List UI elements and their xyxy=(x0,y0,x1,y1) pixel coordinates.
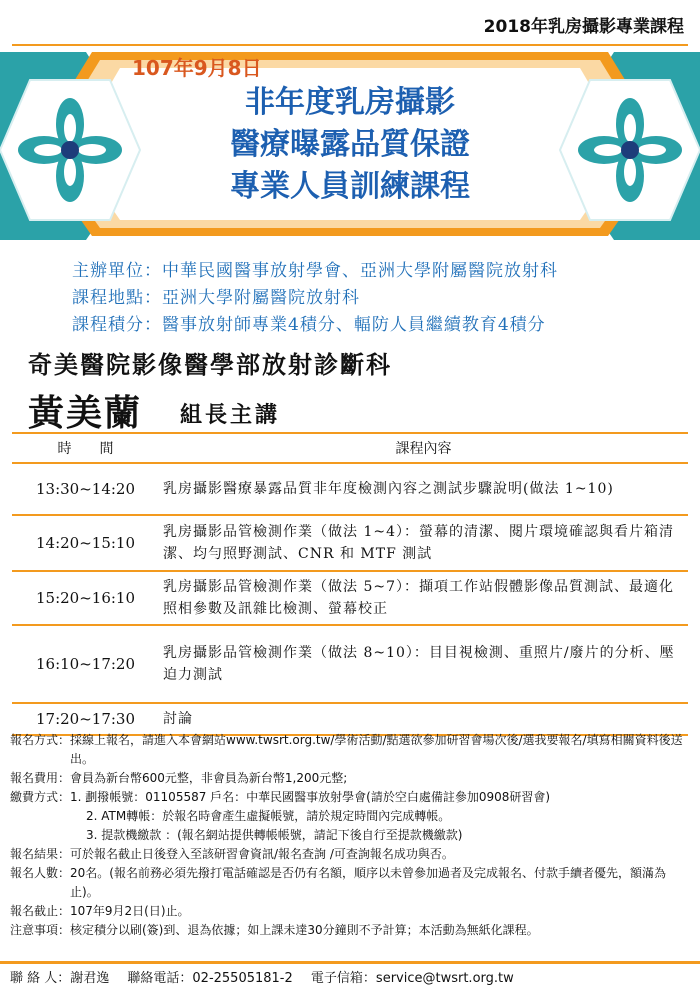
time-header: 時 間 xyxy=(12,433,159,463)
speaker-name: 黃美蘭 xyxy=(28,392,143,434)
session-time: 17:20~17:30 xyxy=(12,703,159,735)
organizer-line: 主辦單位：中華民國醫事放射學會、亞洲大學附屬醫院放射科 xyxy=(72,261,558,281)
registration-notes: 注意事項：核定積分以刷(簽)到、退為依據；如上課未達30分鐘則不予計算；本活動為無紙化課程。 xyxy=(10,923,539,937)
payment-option-2: 2. ATM轉帳：於報名時會產生虛擬帳號，請於規定時間內完成轉帳。 xyxy=(86,809,451,823)
session-content: 討論 xyxy=(159,703,688,735)
table-row xyxy=(12,515,688,571)
payment-method-label: 繳費方式： xyxy=(10,790,71,804)
payment-option-1: 1. 劃撥帳號：01105587 戶名：中華民國醫事放射學會(請於空白處備註參加0908研習會) xyxy=(70,790,551,804)
schedule-table xyxy=(12,432,688,736)
payment-method xyxy=(10,788,694,807)
event-date: 107年9月8日 xyxy=(132,56,262,80)
contact-email: 電子信箱：service@twsrt.org.tw xyxy=(310,971,514,986)
registration-method-text: 採線上報名，請進入本會網站www.twsrt.org.tw/學術活動/點選欲參加研習會場次後/選我要報名/填寫相關資料後送出。 xyxy=(70,733,683,766)
bottom-divider xyxy=(0,961,700,964)
session-content: 乳房攝影品管檢測作業（做法 8~10）：目目視檢測、重照片/廢片的分析、壓迫力測試 xyxy=(159,625,688,703)
registration-quota-text: 20名。(報名前務必須先撥打電話確認是否仍有名額，順序以未曾參加過者及完成報名、付款手續者優先，額滿為止)。 xyxy=(70,866,666,899)
content-header: 課程內容 xyxy=(159,433,688,463)
course-title-line-3: 專業人員訓練課程 xyxy=(230,169,470,204)
program-title: 2018年乳房攝影專業課程 xyxy=(483,17,684,37)
speaker-role: 組長主講 xyxy=(180,402,281,428)
session-content: 乳房攝影品管檢測作業（做法 1~4）：螢幕的清潔、閱片環境確認與看片箱清潔、均勻照野測試、CNR 和 MTF 測試 xyxy=(159,515,688,571)
payment-option-3: 3. 提款機繳款 ：(報名網站提供轉帳帳號，請記下後自行至提款機繳款) xyxy=(86,828,463,842)
session-time: 16:10~17:20 xyxy=(12,625,159,703)
contact-phone: 聯絡電話：02-25505181-2 xyxy=(127,971,293,986)
session-time: 13:30~14:20 xyxy=(12,463,159,515)
session-content: 乳房攝影醫療暴露品質非年度檢測內容之測試步驟說明(做法 1~10) xyxy=(159,463,688,515)
registration-result: 報名結果：可於報名截止日後登入至該研習會資訊/報名查詢 /可查詢報名成功與否。 xyxy=(10,847,454,861)
course-title xyxy=(150,82,550,208)
course-title-line-1: 非年度乳房攝影 xyxy=(245,85,455,120)
contact-person: 聯 絡 人：謝君逸 xyxy=(10,971,110,986)
table-row xyxy=(12,571,688,625)
course-info xyxy=(72,258,558,339)
registration-info xyxy=(10,731,694,940)
session-time: 14:20~15:10 xyxy=(12,515,159,571)
session-content: 乳房攝影品管檢測作業（做法 5~7）：擷項工作站假體影像品質測試、最適化照相參數及訊雜比檢測、螢幕校正 xyxy=(159,571,688,625)
registration-deadline: 報名截止：107年9月2日(日)止。 xyxy=(10,904,190,918)
venue-line: 課程地點：亞洲大學附屬醫院放射科 xyxy=(72,288,360,308)
registration-method xyxy=(10,731,694,769)
course-title-line-2: 醫療曝露品質保證 xyxy=(230,127,470,162)
table-row xyxy=(12,463,688,515)
contact-footer xyxy=(10,967,528,986)
registration-quota-label: 報名人數： xyxy=(10,866,71,880)
credits-line: 課程積分：醫事放射師專業4積分、輻防人員繼續教育4積分 xyxy=(72,315,546,335)
registration-method-label: 報名方式： xyxy=(10,733,71,747)
table-row xyxy=(12,625,688,703)
registration-fee: 報名費用：會員為新台幣600元整，非會員為新台幣1,200元整; xyxy=(10,771,348,785)
speaker-department: 奇美醫院影像醫學部放射診斷科 xyxy=(28,350,392,379)
session-time: 15:20~16:10 xyxy=(12,571,159,625)
schedule-header-row xyxy=(12,433,688,463)
registration-quota xyxy=(10,864,694,902)
